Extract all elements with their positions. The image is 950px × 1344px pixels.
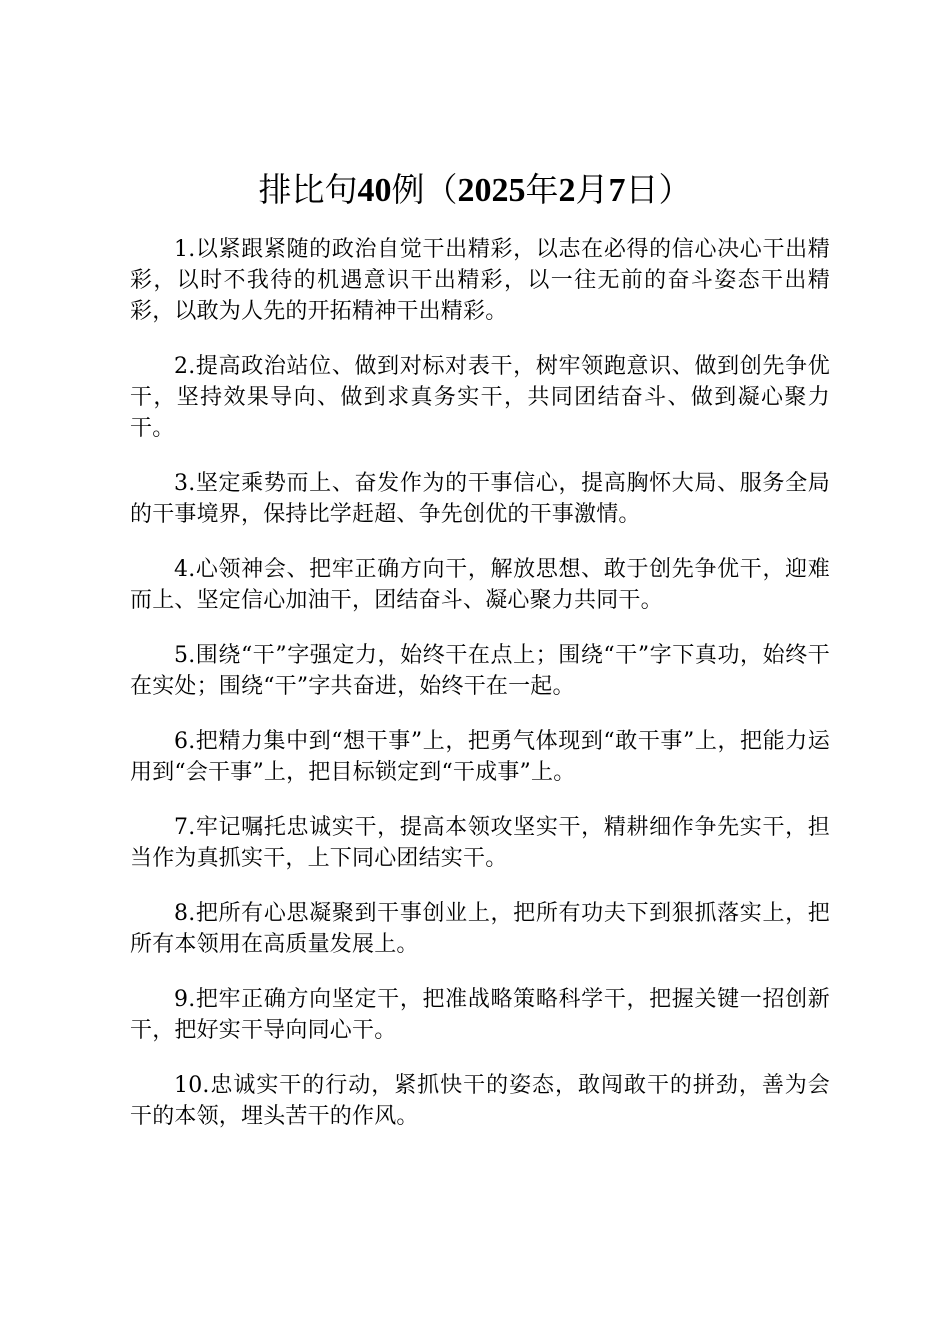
paragraph: 9.把牢正确方向坚定干，把准战略策略科学干，把握关键一招创新干，把好实干导向同心干。 bbox=[130, 987, 830, 1043]
title-year: 2025 bbox=[457, 172, 526, 209]
paragraph: 1.以紧跟紧随的政治自觉干出精彩，以志在必得的信心决心干出精彩，以时不我待的机遇意识干出精彩，以一往无前的奋斗姿态干出精彩，以敢为人先的开拓精神干出精彩。 bbox=[130, 237, 830, 324]
title-mid: 例（ bbox=[391, 170, 458, 209]
paragraph: 8.把所有心思凝聚到干事创业上，把所有功夫下到狠抓落实上，把所有本领用在高质量发展上。 bbox=[130, 901, 830, 957]
title-year-suffix: 年 bbox=[525, 170, 559, 209]
paragraph: 4.心领神会、把牢正确方向干，解放思想、敢于创先争优干，迎难而上、坚定信心加油干，团结奋斗、凝心聚力共同干。 bbox=[130, 557, 830, 613]
title-month: 2 bbox=[558, 172, 576, 209]
document-body bbox=[130, 234, 830, 1156]
paragraph: 5.围绕“干”字强定力，始终干在点上；围绕“干”字下真功，始终干在实处；围绕“干”字共奋进，始终干在一起。 bbox=[130, 643, 830, 699]
title-count: 40 bbox=[357, 172, 392, 209]
paragraph: 7.牢记嘱托忠诚实干，提高本领攻坚实干，精耕细作争先实干，担当作为真抓实干，上下同心团结实干。 bbox=[130, 815, 830, 871]
title-day: 7 bbox=[608, 172, 626, 209]
paragraph: 2.提高政治站位、做到对标对表干，树牢领跑意识、做到创先争优干，坚持效果导向、做到求真务实干，共同团结奋斗、做到凝心聚力干。 bbox=[130, 354, 830, 441]
title-month-suffix: 月 bbox=[575, 170, 609, 209]
paragraph: 6.把精力集中到“想干事”上，把勇气体现到“敢干事”上，把能力运用到“会干事”上，把目标锁定到“干成事”上。 bbox=[130, 729, 830, 785]
paragraph: 10.忠诚实干的行动，紧抓快干的姿态，敢闯敢干的拼劲，善为会干的本领，埋头苦干的作风。 bbox=[130, 1073, 830, 1129]
paragraph: 3.坚定乘势而上、奋发作为的干事信心，提高胸怀大局、服务全局的干事境界，保持比学赶超、争先创优的干事激情。 bbox=[130, 471, 830, 527]
title-day-suffix: 日） bbox=[625, 170, 692, 209]
document-title bbox=[0, 166, 950, 215]
title-prefix: 排比句 bbox=[258, 170, 358, 209]
